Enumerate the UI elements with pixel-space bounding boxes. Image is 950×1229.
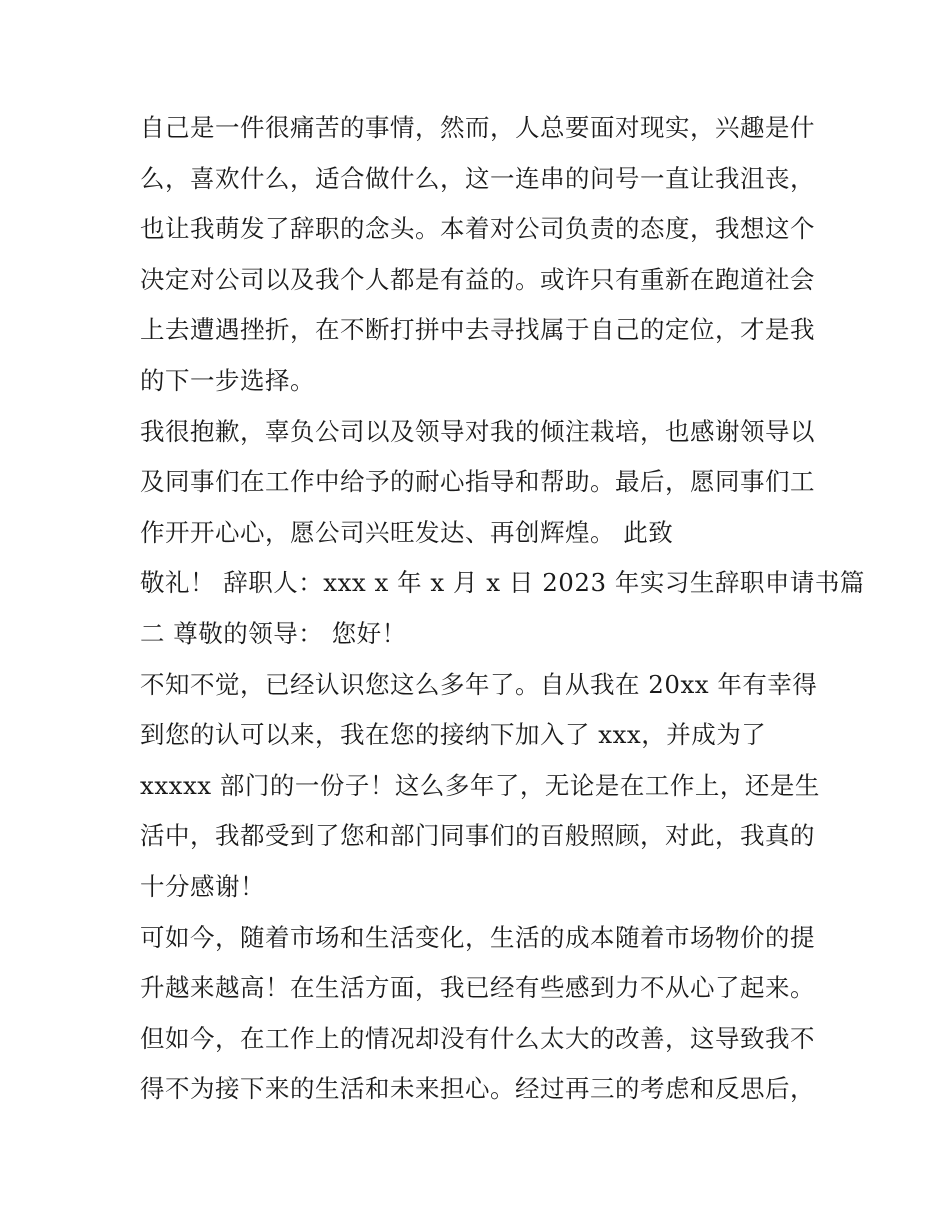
text-line: 么，喜欢什么，适合做什么，这一连串的问号一直让我沮丧， <box>140 163 815 193</box>
text-line: 的下一步选择。 <box>140 365 315 395</box>
text-line: 但如今，在工作上的情况却没有什么太大的改善，这导致我不 <box>140 1023 815 1053</box>
text-line: 可如今，随着市场和生活变化，生活的成本随着市场物价的提 <box>140 922 815 952</box>
text-line: 也让我萌发了辞职的念头。本着对公司负责的态度，我想这个 <box>140 214 815 244</box>
text-line: 作开开心心，愿公司兴旺发达、再创辉煌。 此致 <box>140 517 674 547</box>
text-line: 到您的认可以来，我在您的接纳下加入了 xxx，并成为了 <box>140 720 767 750</box>
text-line: 及同事们在工作中给予的耐心指导和帮助。最后，愿同事们工 <box>140 467 815 497</box>
text-line: 活中，我都受到了您和部门同事们的百般照顾，对此，我真的 <box>140 821 815 851</box>
text-line: 不知不觉，已经认识您这么多年了。自从我在 20xx 年有幸得 <box>140 669 818 699</box>
text-line: 敬礼！ 辞职人：xxx x 年 x 月 x 日 2023 年实习生辞职申请书篇 <box>140 568 865 598</box>
text-line: 二 尊敬的领导： 您好！ <box>140 618 407 648</box>
text-line: 我很抱歉，辜负公司以及领导对我的倾注栽培，也感谢领导以 <box>140 416 815 446</box>
text-line: xxxxx 部门的一份子！这么多年了，无论是在工作上，还是生 <box>140 770 820 800</box>
text-line: 升越来越高！在生活方面，我已经有些感到力不从心了起来。 <box>140 973 815 1003</box>
document-body <box>140 103 865 1115</box>
text-line: 自己是一件很痛苦的事情，然而，人总要面对现实，兴趣是什 <box>140 113 815 142</box>
text-line: 上去遭遇挫折，在不断打拼中去寻找属于自己的定位，才是我 <box>140 315 815 345</box>
text-line: 得不为接下来的生活和未来担心。经过再三的考虑和反思后， <box>140 1074 815 1104</box>
text-line: 决定对公司以及我个人都是有益的。或许只有重新在跑道社会 <box>140 264 815 294</box>
text-line: 十分感谢！ <box>140 871 265 901</box>
